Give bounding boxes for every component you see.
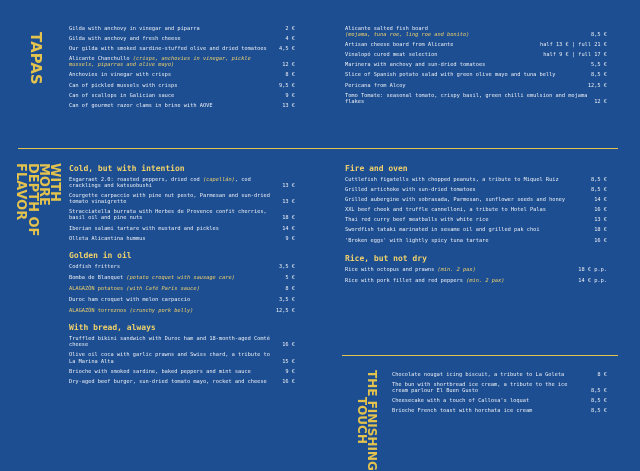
desserts-list [392, 372, 607, 414]
menu-item: ALAGAZÓN potatoes (with Café París sauce) 8 € [69, 285, 295, 292]
section-title-tapas: TAPAS [27, 32, 45, 85]
menu-item: Gilda with anchovy and fresh cheese 4 € [69, 36, 295, 43]
right-lower-column [345, 164, 607, 284]
menu-item: Cuttlefish figatells with chopped peanuts, a tribute to Miquel Ruiz 8,5 € [345, 177, 607, 183]
menu-item: Esgarraet 2.0: roasted peppers, dried cod (capellán), cod cracklings and katsuobushi 13 € [69, 177, 295, 190]
menu-item: Dry-aged beef burger, sun-dried tomato mayo, rocket and cheese 16 € [69, 378, 295, 385]
heading-cold: Cold, but with intention [69, 164, 185, 173]
menu-item: Slice of Spanish potato salad with green olive mayo and tuna belly 8,5 € [345, 72, 607, 79]
menu-item: ALAGAZÓN torreznos (crunchy pork belly) 12,5 € [69, 308, 295, 315]
menu-item: Marinera with anchovy and sun-dried tomatoes 5,5 € [345, 62, 607, 69]
menu-item: Alicante Chanchullo (crisps, anchovies in vinegar, pickle mussels, piparras and olive mayo) 12 € [69, 56, 295, 69]
menu-item: Chocolate nougat icing biscuit, a tribute to La Goleta 8 € [392, 372, 607, 378]
menu-item: Cheesecake with a touch of Callosa's loquat 8,5 € [392, 398, 607, 405]
menu-item: Bomba de Blanquet (potato croquet with sausage care) 5 € [69, 274, 295, 281]
divider-top [18, 148, 618, 149]
menu-item: Truffled bikini sandwich with Duroc ham and 18-month-aged Comté cheese 16 € [69, 336, 295, 349]
menu-item: Duroc ham croquet with melon carpaccio 3,5 € [69, 297, 295, 304]
menu-item: Iberian salami tartare with mustard and pickles 14 € [69, 225, 295, 232]
menu-item: Grilled aubergine with sobrasada, Parmesan, sunflower seeds and honey 14 € [345, 197, 607, 204]
menu-item: Pericana from Alcoy 12,5 € [345, 82, 607, 89]
heading-bread: With bread, always [69, 323, 156, 333]
divider-dessert [342, 355, 618, 356]
menu-item: Alicante salted fish board (mojama, tuna roe, ling roe and bonito) 8,5 € [345, 26, 607, 39]
menu-item: Anchovies in vinegar with crisps 8 € [69, 72, 295, 79]
heading-fire: Fire and oven [345, 164, 408, 173]
menu-item: Vinalopó cured meat selection half 9 € | full 17 € [345, 52, 607, 59]
menu-item: Our gilda with smoked sardine-stuffed olive and dried tomatoes 4,5 € [69, 46, 295, 53]
menu-item: Can of gourmet razor clams in brine with AOVE 13 € [69, 102, 295, 109]
menu-item: The bun with shortbread ice cream, a tribute to the ice cream parlour El Buen Gusto 8,5 € [392, 382, 607, 395]
menu-item: Stracciatella burrata with Herbes de Provence confit cherries, basil oil and pine nuts 18 € [69, 209, 295, 222]
menu-item: Tomo Tomate: seasonal tomato, crispy basil, green chilli emulsion and mojama flakes 12 € [345, 92, 607, 105]
heading-golden: Golden in oil [69, 250, 132, 260]
tapas-right-list [345, 26, 607, 105]
menu-item: Rice with octopus and prawns (min. 2 pax) 18 € p.p. [345, 266, 607, 273]
menu-item: Courgette carpaccio with pine nut pesto, Parmesan and sun-dried tomato vinaigrette 13 € [69, 193, 295, 206]
menu-item: Rice with pork fillet and red peppers (min. 2 pax) 14 € p.p. [345, 277, 607, 284]
menu-item: Artisan cheese board from Alicante half 13 € | full 21 € [345, 42, 607, 49]
menu-item: Brioche with smoked sardine, baked peppers and mint sauce 9 € [69, 368, 295, 375]
menu-item: Brioche French toast with horchata ice cream 8,5 € [392, 408, 607, 415]
menu-item: Olive oil coca with garlic prawns and Swiss chard, a tribute to La Marina Alta 15 € [69, 352, 295, 365]
menu-item: 'Broken eggs' with lightly spicy tuna tartare 16 € [345, 237, 607, 244]
menu-item: Swordfish tataki marinated in sesame oil and grilled pak choi 18 € [345, 227, 607, 234]
tapas-left-list [69, 26, 295, 109]
menu-item: Gilda with anchovy in vinegar and piparra 2 € [69, 26, 295, 32]
left-lower-column [69, 164, 295, 385]
menu-item: Can of scallops in Galician sauce 9 € [69, 92, 295, 99]
menu-item: Grilled artichoke with sun-dried tomatoes 8,5 € [345, 187, 607, 194]
menu-item: Olleta Alicantina hummus 9 € [69, 235, 295, 242]
menu-item: Codfish fritters 3,5 € [69, 263, 295, 270]
menu-item: XXL beef cheek and truffle cannelloni, a tribute to Hotel Palas 16 € [345, 207, 607, 214]
section-title-finishing-touch: THE FINISHING TOUCH [354, 370, 379, 471]
section-title-more-depth: WITH MORE DEPTH OF FLAVOR [13, 163, 62, 237]
heading-rice: Rice, but not dry [345, 253, 427, 263]
menu-item: Thai red curry beef meatballs with white rice 13 € [345, 217, 607, 224]
menu-item: Can of pickled mussels with crisps 9,5 € [69, 82, 295, 89]
